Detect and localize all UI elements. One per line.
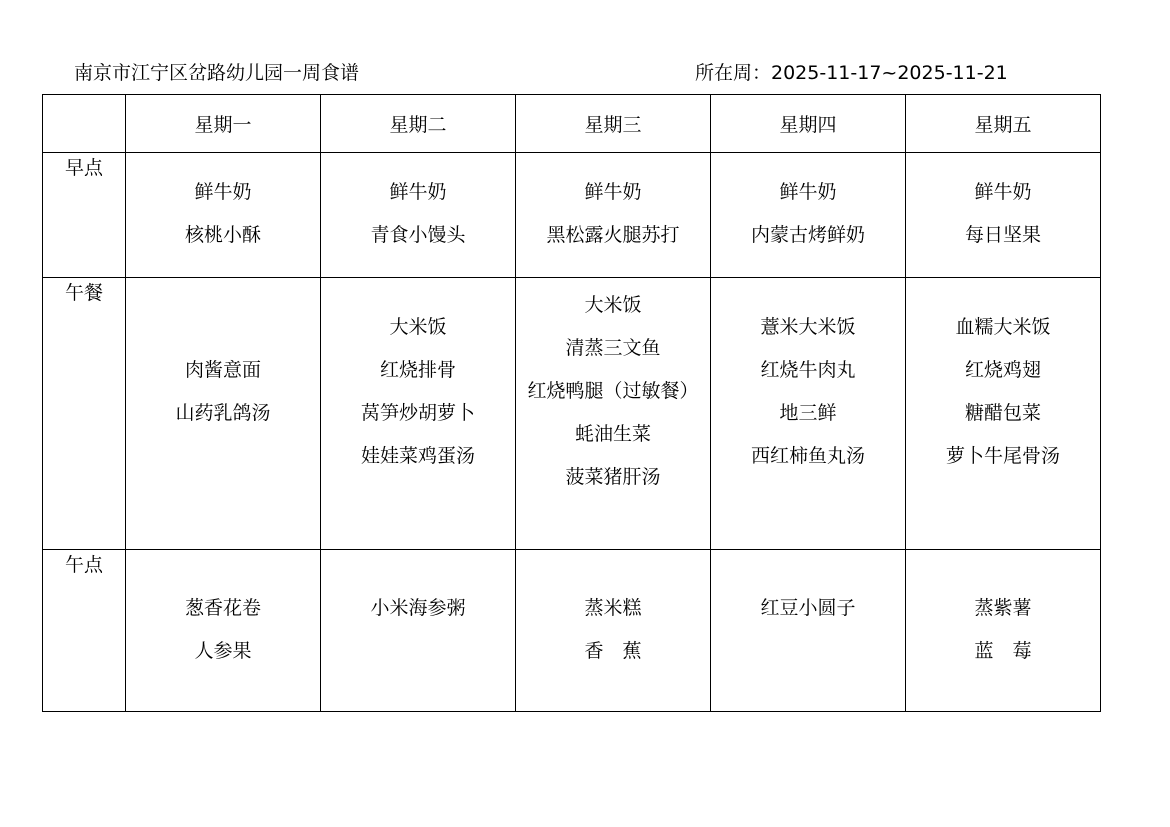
menu-cell-wednesday	[516, 278, 711, 550]
dish-item: 菠菜猪肝汤	[565, 466, 661, 488]
breakfast-snack-row	[43, 153, 1101, 278]
dish-item: 内蒙古烤鲜奶	[750, 224, 865, 246]
menu-cell-monday	[126, 278, 321, 550]
dish-list	[906, 550, 1100, 673]
dish-item: 萝卜牛尾骨汤	[945, 445, 1060, 467]
dish-item: 每日坚果	[964, 224, 1041, 246]
dish-list	[126, 153, 320, 257]
dish-item: 鲜牛奶	[194, 181, 252, 203]
corner-cell	[43, 95, 126, 153]
dish-list	[126, 550, 320, 673]
dish-item: 鲜牛奶	[779, 181, 837, 203]
dish-item: 薏米大米饭	[760, 316, 856, 338]
dish-item: 人参果	[194, 640, 252, 662]
dish-item: 青食小馒头	[370, 224, 466, 246]
dish-item: 山药乳鸽汤	[175, 402, 271, 424]
dish-list	[126, 278, 320, 435]
lunch-row	[43, 278, 1101, 550]
dish-list	[321, 550, 515, 630]
menu-cell-wednesday	[516, 550, 711, 712]
menu-cell-monday	[126, 153, 321, 278]
dish-list	[516, 550, 710, 673]
menu-cell-thursday	[711, 278, 906, 550]
dish-list	[516, 278, 710, 499]
day-header-row	[43, 95, 1101, 153]
dish-list	[711, 550, 905, 630]
dish-item: 红烧鸭腿（过敏餐）	[527, 380, 699, 402]
meal-label: 午餐	[43, 278, 126, 550]
dish-item: 黑松露火腿苏打	[546, 224, 680, 246]
menu-cell-tuesday	[321, 550, 516, 712]
menu-cell-thursday	[711, 153, 906, 278]
dish-list	[906, 278, 1100, 478]
dish-item: 核桃小酥	[184, 224, 261, 246]
week-range: 所在周：2025-11-17~2025-11-21	[695, 62, 1008, 84]
dish-item: 蚝油生菜	[574, 423, 651, 445]
dish-list	[711, 278, 905, 478]
dish-item: 大米饭	[584, 294, 642, 316]
dish-list	[906, 153, 1100, 257]
dish-item: 红烧排骨	[379, 359, 456, 381]
day-header-wednesday: 星期三	[516, 95, 711, 153]
dish-list	[516, 153, 710, 257]
day-header-monday: 星期一	[126, 95, 321, 153]
menu-cell-tuesday	[321, 278, 516, 550]
dish-item: 娃娃菜鸡蛋汤	[360, 445, 475, 467]
menu-title: 南京市江宁区岔路幼儿园一周食谱	[74, 62, 360, 84]
afternoon-snack-row	[43, 550, 1101, 712]
dish-item: 鲜牛奶	[584, 181, 642, 203]
dish-item: 蒸米糕	[584, 597, 642, 619]
menu-cell-friday	[906, 153, 1101, 278]
dish-list	[711, 153, 905, 257]
menu-cell-wednesday	[516, 153, 711, 278]
menu-cell-tuesday	[321, 153, 516, 278]
dish-item: 葱香花卷	[184, 597, 261, 619]
meal-label: 午点	[43, 550, 126, 712]
dish-item: 血糯大米饭	[955, 316, 1051, 338]
dish-item: 红烧鸡翅	[964, 359, 1041, 381]
menu-cell-thursday	[711, 550, 906, 712]
weekly-menu-table	[42, 94, 1101, 712]
dish-item: 红烧牛肉丸	[760, 359, 856, 381]
dish-item: 蓝 莓	[974, 640, 1032, 662]
dish-list	[321, 153, 515, 257]
dish-item: 鲜牛奶	[389, 181, 447, 203]
dish-item: 清蒸三文鱼	[565, 337, 661, 359]
dish-list	[321, 278, 515, 478]
dish-item: 糖醋包菜	[964, 402, 1041, 424]
day-header-thursday: 星期四	[711, 95, 906, 153]
menu-cell-friday	[906, 278, 1101, 550]
dish-item: 小米海参粥	[370, 597, 466, 619]
meal-label: 早点	[43, 153, 126, 278]
dish-item: 蒸紫薯	[974, 597, 1032, 619]
dish-item: 大米饭	[389, 316, 447, 338]
dish-item: 红豆小圆子	[760, 597, 856, 619]
menu-cell-monday	[126, 550, 321, 712]
dish-item: 莴笋炒胡萝卜	[360, 402, 475, 424]
dish-item: 香 蕉	[584, 640, 642, 662]
dish-item: 肉酱意面	[184, 359, 261, 381]
day-header-friday: 星期五	[906, 95, 1101, 153]
dish-item: 西红柿鱼丸汤	[750, 445, 865, 467]
day-header-tuesday: 星期二	[321, 95, 516, 153]
dish-item: 鲜牛奶	[974, 181, 1032, 203]
dish-item: 地三鲜	[779, 402, 837, 424]
menu-cell-friday	[906, 550, 1101, 712]
